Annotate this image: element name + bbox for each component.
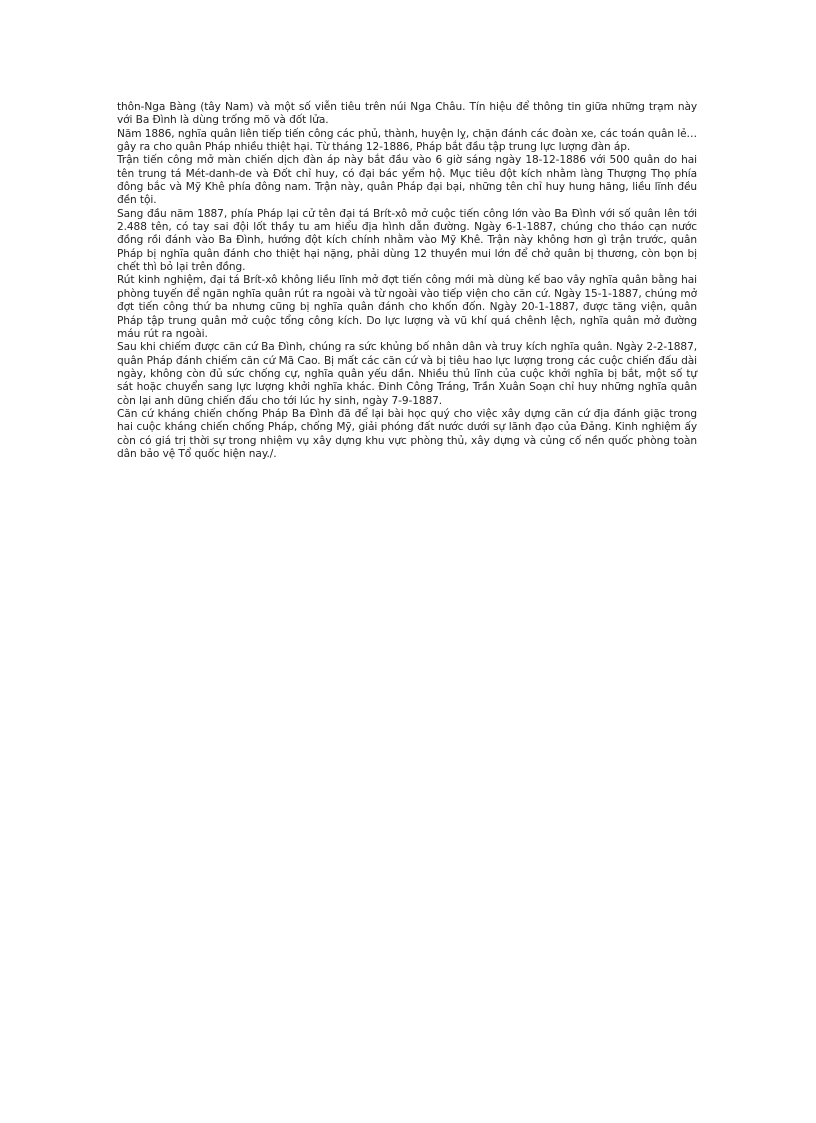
paragraph-first-battle: Trận tiến công mở màn chiến dịch đàn áp này bắt đầu vào 6 giờ sáng ngày 18-12-1886 với 500 quân do hai tên trung tá Mét-danh-de và Đốt chỉ huy, có đại bác yểm hộ. Mục tiêu đột kích nhằm làng Thượng Thọ phía đông bắc và Mỹ Khê phía đông nam. Trận này, quân Pháp đại bại, những tên chỉ huy hung hăng, liều lĩnh đều đền tội.	[117, 154, 697, 207]
paragraph-siege: Rút kinh nghiệm, đại tá Brít-xô không liều lĩnh mở đợt tiến công mới mà dùng kế bao vây nghĩa quân bằng hai phòng tuyến để ngăn nghĩa quân rút ra ngoài và từ ngoài vào tiếp viện cho căn cứ. Ngày 15-1-1887, chúng mở đợt tiến công thứ ba nhưng cũng bị nghĩa quân đánh cho khốn đốn. Ngày 20-1-1887, được tăng viện, quân Pháp tập trung quân mở cuộc tổng công kích. Do lực lượng và vũ khí quá chênh lệch, nghĩa quân mở đường máu rút ra ngoài.	[117, 274, 697, 340]
paragraph-brisseau-offensive: Sang đầu năm 1887, phía Pháp lại cử tên đại tá Brít-xô mở cuộc tiến công lớn vào Ba Đình với số quân lên tới 2.488 tên, có tay sai đội lốt thầy tu am hiểu địa hình dẫn đường. Ngày 6-1-1887, chúng cho tháo cạn nước đồng rồi đánh vào Ba Đình, hướng đột kích chính nhằm vào Mỹ Khê. Trận này không hơn gì trận trước, quân Pháp bị nghĩa quân đánh cho thiệt hại nặng, phải dùng 12 thuyền mui lớn để chở quân bị thương, còn bọn bị chết thì bỏ lại trên đồng.	[117, 207, 697, 274]
paragraph-signal-stations: thôn-Nga Bàng (tây Nam) và một số viễn tiêu trên núi Nga Châu. Tín hiệu để thông tin giữa những trạm này với Ba Đình là dùng trống mõ và đốt lửa.	[117, 101, 697, 127]
paragraph-lessons: Căn cứ kháng chiến chống Pháp Ba Đình đã để lại bài học quý cho việc xây dựng căn cứ địa đánh giặc trong hai cuộc kháng chiến chống Pháp, chống Mỹ, giải phóng đất nước dưới sự lãnh đạo của Đảng. Kinh nghiệm ấy còn có giá trị thời sự trong nhiệm vụ xây dựng khu vực phòng thủ, xây dựng và củng cố nền quốc phòng toàn dân bảo vệ Tổ quốc hiện nay./.	[117, 407, 697, 460]
paragraph-1886-attacks: Năm 1886, nghĩa quân liên tiếp tiến công các phủ, thành, huyện lỵ, chặn đánh các đoàn xe, các toán quân lẻ… gây ra cho quân Pháp nhiều thiệt hại. Từ tháng 12-1886, Pháp bắt đầu tập trung lực lượng đàn áp.	[117, 127, 697, 154]
paragraph-fall-of-ba-dinh: Sau khi chiếm được căn cứ Ba Đình, chúng ra sức khủng bố nhân dân và truy kích nghĩa quân. Ngày 2-2-1887, quân Pháp đánh chiếm căn cứ Mã Cao. Bị mất các căn cứ và bị tiêu hao lực lượng trong các cuộc chiến đấu dài ngày, không còn đủ sức chống cự, nghĩa quân yếu dần. Nhiều thủ lĩnh của cuộc khởi nghĩa bị bắt, một số tự sát hoặc chuyển sang lực lượng khởi nghĩa khác. Đinh Công Tráng, Trần Xuân Soạn chỉ huy những nghĩa quân còn lại anh dũng chiến đấu cho tới lúc hy sinh, ngày 7-9-1887.	[117, 341, 697, 407]
document-body	[117, 101, 697, 461]
